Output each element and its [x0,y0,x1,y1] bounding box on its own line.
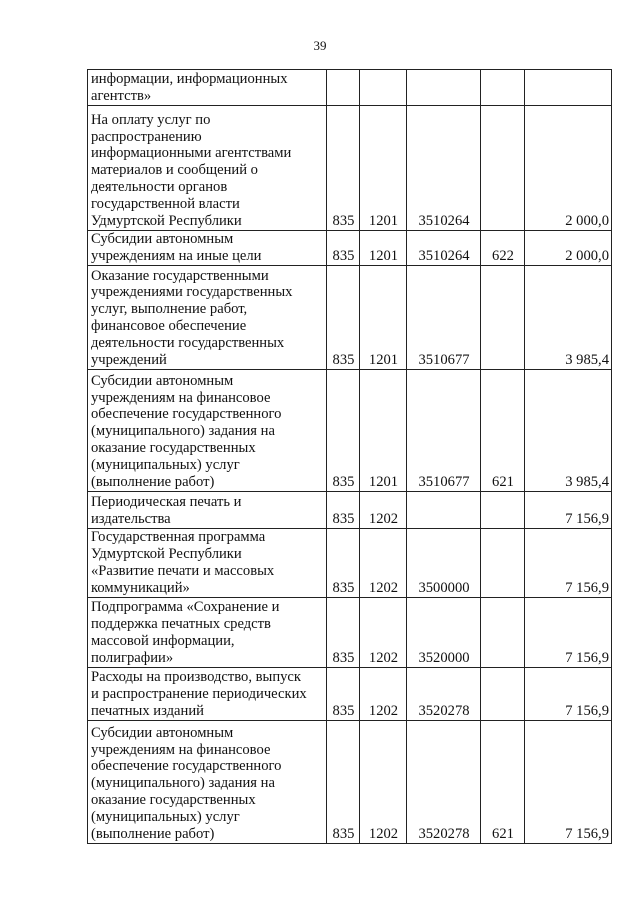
amount-cell: 3 985,4 [525,266,612,370]
table-row [88,668,612,721]
target-article-cell: 3510677 [407,266,481,370]
ministry-code-cell: 835 [327,231,360,266]
budget-table-body [88,70,612,844]
row-name-cell: Субсидии автономным учреждениям на финансовое обеспечение государственного (муниципального) задания на оказание государственных (муниципальных) услуг (выполнение работ) [88,721,327,844]
section-code-cell: 1201 [360,231,407,266]
ministry-code-cell: 835 [327,598,360,668]
amount-cell [525,70,612,106]
ministry-code-cell [327,70,360,106]
section-code-cell: 1201 [360,106,407,231]
section-code-cell: 1202 [360,492,407,529]
ministry-code-cell: 835 [327,370,360,492]
target-article-cell: 3510264 [407,106,481,231]
section-code-cell: 1201 [360,370,407,492]
section-code-cell: 1201 [360,266,407,370]
table-row [88,492,612,529]
table-row [88,598,612,668]
section-code-cell: 1202 [360,668,407,721]
expense-type-cell: 622 [481,231,525,266]
row-name-cell: Подпрограмма «Сохранение и поддержка печатных средств массовой информации, полиграфии» [88,598,327,668]
table-row [88,370,612,492]
row-name-cell: Оказание государственными учреждениями государственных услуг, выполнение работ, финансовое обеспечение деятельности государственных учреждений [88,266,327,370]
target-article-cell: 3510677 [407,370,481,492]
table-row [88,106,612,231]
target-article-cell: 3520278 [407,721,481,844]
ministry-code-cell: 835 [327,668,360,721]
row-name-cell: Государственная программа Удмуртской Республики «Развитие печати и массовых коммуникаций» [88,529,327,598]
ministry-code-cell: 835 [327,492,360,529]
row-name-cell: На оплату услуг по распространению информационными агентствами материалов и сообщений о деятельности органов государственной власти Удмуртской Республики [88,106,327,231]
table-row [88,266,612,370]
row-name-cell: Периодическая печать и издательства [88,492,327,529]
expense-type-cell [481,598,525,668]
ministry-code-cell: 835 [327,529,360,598]
row-name-cell: информации, информационных агентств» [88,70,327,106]
expense-type-cell: 621 [481,370,525,492]
expense-type-cell [481,266,525,370]
expense-type-cell [481,529,525,598]
expense-type-cell [481,492,525,529]
amount-cell: 7 156,9 [525,492,612,529]
table-row [88,70,612,106]
page-number: 39 [313,38,327,53]
section-code-cell: 1202 [360,598,407,668]
expense-type-cell [481,668,525,721]
section-code-cell: 1202 [360,529,407,598]
amount-cell: 2 000,0 [525,231,612,266]
table-row [88,721,612,844]
target-article-cell: 3510264 [407,231,481,266]
target-article-cell: 3520000 [407,598,481,668]
target-article-cell [407,492,481,529]
ministry-code-cell: 835 [327,106,360,231]
table-row [88,231,612,266]
table-row [88,529,612,598]
ministry-code-cell: 835 [327,266,360,370]
row-name-cell: Субсидии автономным учреждениям на иные цели [88,231,327,266]
amount-cell: 7 156,9 [525,721,612,844]
amount-cell: 2 000,0 [525,106,612,231]
ministry-code-cell: 835 [327,721,360,844]
target-article-cell: 3520278 [407,668,481,721]
target-article-cell: 3500000 [407,529,481,598]
target-article-cell [407,70,481,106]
section-code-cell [360,70,407,106]
budget-table [87,69,612,844]
amount-cell: 7 156,9 [525,598,612,668]
expense-type-cell: 621 [481,721,525,844]
row-name-cell: Расходы на производство, выпуск и распространение периодических печатных изданий [88,668,327,721]
amount-cell: 7 156,9 [525,529,612,598]
expense-type-cell [481,106,525,231]
row-name-cell: Субсидии автономным учреждениям на финансовое обеспечение государственного (муниципального) задания на оказание государственных (муниципальных) услуг (выполнение работ) [88,370,327,492]
amount-cell: 3 985,4 [525,370,612,492]
amount-cell: 7 156,9 [525,668,612,721]
expense-type-cell [481,70,525,106]
section-code-cell: 1202 [360,721,407,844]
